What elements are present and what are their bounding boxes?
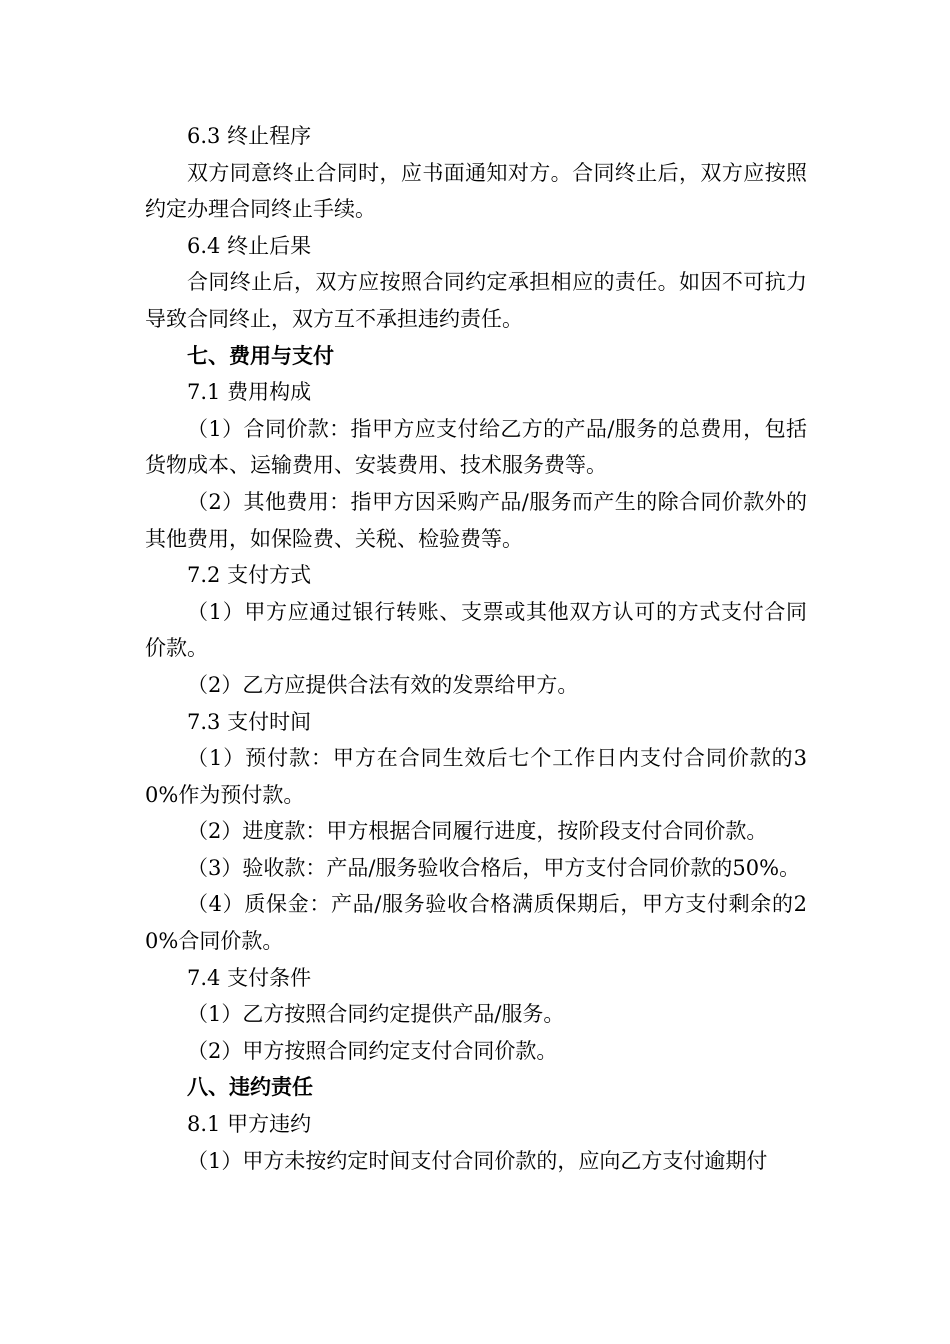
paragraph-other-fees: （2）其他费用：指甲方因采购产品/服务而产生的除合同价款外的其他费用，如保险费、关税、检验费等。 xyxy=(145,489,807,551)
paragraph-party-a-breach-1: （1）甲方未按约定时间支付合同价款的，应向乙方支付逾期付 xyxy=(187,1148,768,1173)
paragraph-payment-condition-1: （1）乙方按照合同约定提供产品/服务。 xyxy=(187,1002,565,1027)
subheading-7-4: 7.4 支付条件 xyxy=(187,965,312,990)
subheading-8-1: 8.1 甲方违约 xyxy=(187,1112,312,1137)
subheading-6-4: 6.4 终止后果 xyxy=(187,233,312,258)
subheading-6-3: 6.3 终止程序 xyxy=(187,124,312,148)
paragraph-termination-consequence: 合同终止后，双方应按照合同约定承担相应的责任。如因不可抗力导致合同终止，双方互不承担违约责任。 xyxy=(145,270,807,331)
paragraph-advance-payment: （1）预付款：甲方在合同生效后七个工作日内支付合同价款的30%作为预付款。 xyxy=(145,746,807,807)
paragraph-warranty-deposit: （4）质保金：产品/服务验收合格满质保期后，甲方支付剩余的20%合同价款。 xyxy=(145,892,807,954)
section-heading-7: 七、费用与支付 xyxy=(187,343,334,368)
subheading-7-3: 7.3 支付时间 xyxy=(187,709,312,734)
paragraph-payment-condition-2: （2）甲方按照合同约定支付合同价款。 xyxy=(187,1038,558,1063)
paragraph-payment-method-2: （2）乙方应提供合法有效的发票给甲方。 xyxy=(187,672,579,697)
document-body xyxy=(145,118,807,1179)
subheading-7-2: 7.2 支付方式 xyxy=(187,563,312,588)
paragraph-progress-payment: （2）进度款：甲方根据合同履行进度，按阶段支付合同价款。 xyxy=(187,819,768,844)
paragraph-termination-procedure: 双方同意终止合同时，应书面通知对方。合同终止后，双方应按照约定办理合同终止手续。 xyxy=(145,160,807,222)
section-heading-8: 八、违约责任 xyxy=(187,1075,313,1100)
paragraph-acceptance-payment: （3）验收款：产品/服务验收合格后，甲方支付合同价款的50%。 xyxy=(187,855,801,880)
subheading-7-1: 7.1 费用构成 xyxy=(187,380,312,405)
paragraph-payment-method-1: （1）甲方应通过银行转账、支票或其他双方认可的方式支付合同价款。 xyxy=(145,599,807,661)
paragraph-contract-price: （1）合同价款：指甲方应支付给乙方的产品/服务的总费用，包括货物成本、运输费用、安装费用、技术服务费等。 xyxy=(145,416,807,478)
